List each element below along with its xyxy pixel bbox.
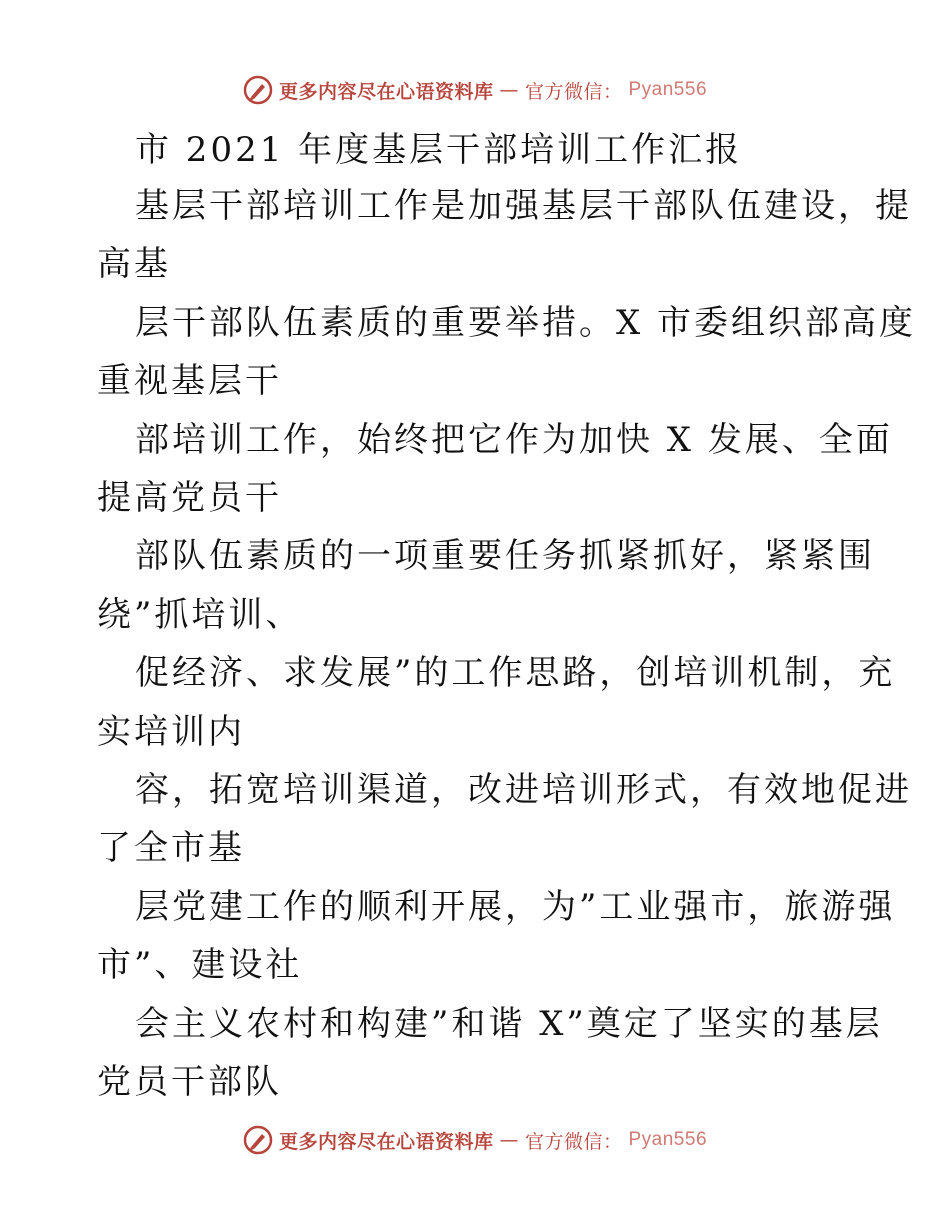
banner-label: 官方微信： [524, 80, 623, 103]
paragraph-line: 提高党员干 [97, 478, 282, 518]
document-title: 市 2021 年度基层干部培训工作汇报 [135, 130, 743, 170]
paragraph-line: 绕”抓培训、 [97, 595, 303, 635]
footer-banner [0, 1120, 950, 1160]
banner-label: 官方微信： [524, 1130, 623, 1153]
paragraph-line: 部培训工作，始终把它作为加快 X 发展、全面 [135, 420, 893, 460]
paragraph-line: 实培训内 [97, 712, 245, 752]
pen-logo-icon [243, 1125, 273, 1155]
banner-separator: — [499, 1129, 519, 1151]
paragraph-line: 了全市基 [97, 828, 245, 868]
banner-wechat-id: Pyan556 [628, 1129, 708, 1150]
paragraph-line: 促经济、求发展”的工作思路，创培训机制，充 [135, 653, 896, 693]
paragraph-line: 部队伍素质的一项重要任务抓紧抓好，紧紧围 [135, 536, 875, 576]
banner-main-text: 更多内容尽在心语资料库 [278, 1130, 494, 1153]
banner-wechat-id: Pyan556 [628, 79, 708, 100]
banner-separator: — [499, 79, 519, 101]
paragraph-line: 层党建工作的顺利开展，为”工业强市，旅游强 [135, 887, 896, 927]
paragraph-line: 市”、建设社 [97, 945, 303, 985]
paragraph-line: 层干部队伍素质的重要举措。X 市委组织部高度 [135, 303, 917, 343]
pen-logo-icon [243, 75, 273, 105]
footer-banner-content [243, 1125, 707, 1155]
paragraph-line: 重视基层干 [97, 361, 282, 401]
header-banner [0, 70, 950, 110]
paragraph-line: 党员干部队 [97, 1062, 282, 1102]
paragraph-line: 基层干部培训工作是加强基层干部队伍建设，提 [135, 186, 912, 226]
paragraph-line: 容，拓宽培训渠道，改进培训形式，有效地促进 [135, 770, 912, 810]
paragraph-line: 高基 [97, 244, 171, 284]
banner-main-text: 更多内容尽在心语资料库 [278, 80, 494, 103]
header-banner-content [243, 75, 707, 105]
paragraph-line: 会主义农村和构建”和谐 X”奠定了坚实的基层 [135, 1004, 883, 1044]
